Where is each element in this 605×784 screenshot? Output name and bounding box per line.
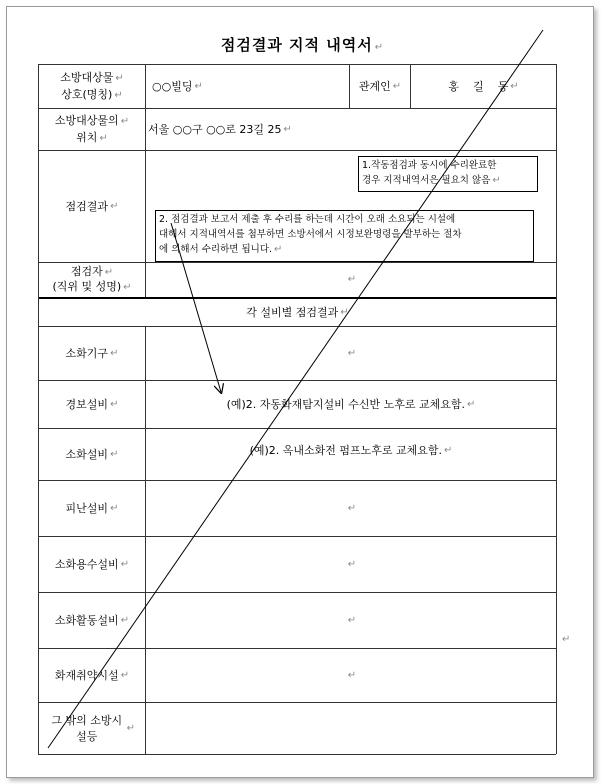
paragraph-mark: ↵ [340,306,349,318]
paragraph-mark: ↵ [120,115,130,127]
paragraph-mark: ↵ [347,347,357,359]
inspector-label-line2: (직위 및 성명) [52,280,122,293]
object-label-line1: 소방대상물 [60,70,114,84]
note1-line1: 1.작동점검과 동시에 수리완료한 [362,160,497,171]
diagonal-strike-line [48,30,543,748]
manager-value-text: 홍 길 동 [448,79,509,93]
facility-label-text: 화재취약시설 [54,668,119,682]
result-label-text: 점검결과 [65,199,109,213]
facility-label-text: 소화기구 [65,346,109,360]
paragraph-mark: ↵ [374,42,385,53]
facility-label-text: 그 밖의 소방시설등 [51,713,123,743]
facility-value-text: (예)2. 옥내소화전 펌프노후로 교체요함. [249,444,443,457]
paragraph-mark: ↵ [562,634,571,645]
facility-label-text: 피난설비 [65,501,109,515]
facility-label-text: 소화용수설비 [54,557,119,571]
paragraph-mark: ↵ [347,558,357,570]
paragraph-mark: ↵ [114,89,123,101]
location-label-line2: 위치 [76,130,98,144]
paragraph-mark: ↵ [110,398,119,410]
paragraph-mark: ↵ [467,398,476,410]
paragraph-mark: ↵ [110,448,119,460]
paragraph-mark: ↵ [392,80,402,92]
object-value-text: ○○빌딩 [152,79,193,93]
facility-label-text: 소화설비 [65,447,109,461]
paragraph-mark: ↵ [194,80,203,92]
paragraph-mark: ↵ [283,123,292,135]
location-value-text: 서울 ○○구 ○○로 23길 25 [148,122,282,136]
paragraph-mark: ↵ [99,132,108,144]
paragraph-mark: ↵ [110,200,119,212]
facility-value-text: (예)2. 자동화재탐지설비 수신반 노후로 교체요함. [226,397,466,411]
paragraph-mark: ↵ [110,347,119,359]
facility-label-text: 경보설비 [65,397,109,411]
paragraph-mark: ↵ [120,558,130,570]
pointer-arrow [171,223,221,392]
paragraph-mark: ↵ [123,282,132,293]
object-label-line2: 상호(명칭) [61,87,113,101]
paragraph-mark: ↵ [347,502,357,514]
paragraph-mark: ↵ [120,669,130,681]
paragraph-mark: ↵ [115,72,124,84]
paragraph-mark: ↵ [126,722,135,734]
paragraph-mark: ↵ [347,669,357,681]
paragraph-mark: ↵ [104,267,114,278]
section-heading-text: 각 설비별 점검결과 [246,305,339,319]
note2-line1: 2. 점검결과 보고서 제출 후 수리를 하는데 시간이 오래 소요되는 시설에 [159,214,456,225]
facility-label-text: 소화활동설비 [54,613,119,627]
title-text: 점검결과 지적 내역서 [220,36,373,54]
paragraph-mark: ↵ [347,274,357,285]
paragraph-mark: ↵ [274,244,283,255]
paragraph-mark: ↵ [347,614,357,626]
paragraph-mark: ↵ [510,80,519,92]
paragraph-mark: ↵ [492,175,501,186]
paragraph-mark: ↵ [110,502,119,514]
manager-label-text: 관계인 [358,79,391,93]
note2-line3: 에 의해서 수리하면 됩니다. [159,244,273,255]
paragraph-mark: ↵ [444,445,453,456]
location-label-line1: 소방대상물의 [54,113,119,127]
paragraph-mark: ↵ [120,614,130,626]
inspector-label-line1: 점검자 [70,265,103,278]
note1-line2: 경우 지적내역서은 필요치 않음 [362,175,491,186]
note2-line2: 대해서 지적내역서를 첨부하면 소방서에서 시정보완명령을 발부하는 절차 [159,229,462,240]
